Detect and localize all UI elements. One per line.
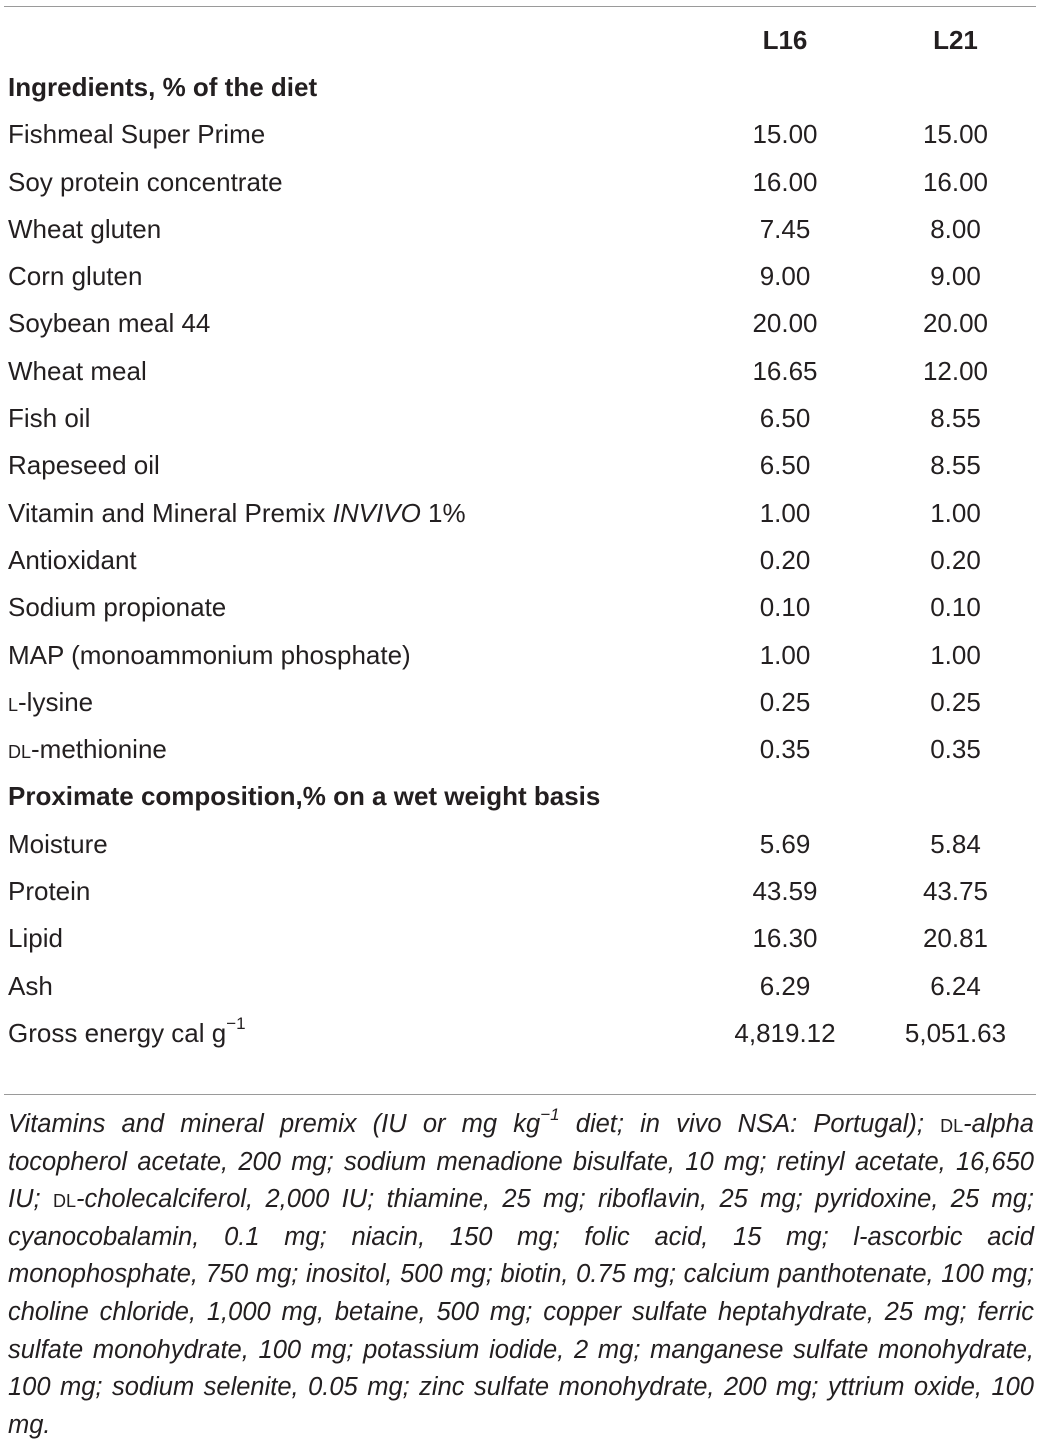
footnote-text: diet; in vivo NSA: Portugal); [559,1110,941,1138]
value-l21: 5,051.63 [904,1017,1007,1048]
section-row-proximate [0,773,1041,820]
row-label-prefix: dl [8,734,32,765]
footnote-text: -alpha tocopherol acetate, 200 mg; sodium menadione bisulfate, 10 mg; retinyl acetate, 16,650 IU; [8,1110,1034,1214]
row-label: Wheat meal [8,355,147,386]
value-l21: 20.00 [922,308,989,339]
table-row [0,111,1041,158]
section-title-ingredients: Ingredients, % of the diet [8,71,318,102]
value-l21: 20.81 [922,923,989,954]
value-l16: 6.50 [759,450,811,481]
value-l21: 6.24 [930,970,981,1001]
row-label [0,1009,700,1056]
row-label: Sodium propionate [8,592,227,623]
table-row [0,300,1041,347]
value-l16: 4,819.12 [734,1017,836,1048]
footnote-text: -cholecalciferol, 2,000 IU; thiamine, 25 mg; riboflavin, 25 mg; pyridoxine, 25 mg; cyanocobalamin, 0.1 mg; niacin, 150 mg; folic acid, 15 mg; l-ascorbic acid monophosphate, 750 mg; inositol, 500 mg; biotin, 0.75 mg; calcium panthotenate, 100 mg; choline chloride, 1,000 mg, betaine, 500 mg; copper sulfate heptahydrate, 25 mg; ferric sulfate monohydrate, 100 mg; potassium iodide, 2 mg; manganese sulfate monohydrate, 100 mg; sodium selenite, 0.05 mg; zinc sulfate monohydrate, 200 mg; yttrium oxide, 100 mg. [8,1185,1034,1439]
column-header-l21: L21 [933,24,978,55]
value-l16: 0.35 [759,734,811,765]
table-row [0,1009,1041,1056]
top-rule [4,6,1036,7]
row-label: Protein [8,875,91,906]
value-l16: 0.25 [759,686,811,717]
row-label: Soybean meal 44 [8,308,211,339]
row-label: MAP (monoammonium phosphate) [8,639,411,670]
value-l16: 0.10 [759,592,811,623]
table-row [0,962,1041,1009]
value-l21: 8.00 [930,213,981,244]
value-l16: 5.69 [759,828,811,859]
footnote-smallcaps: dl [52,1185,76,1214]
table-row [0,394,1041,441]
row-label-text: -methionine [31,734,167,765]
table-row [0,678,1041,725]
table-row [0,442,1041,489]
table-footnote [8,1106,1034,1444]
value-l21: 0.20 [930,544,981,575]
value-l16: 7.45 [759,213,811,244]
table-row [0,725,1041,772]
value-l16: 15.00 [752,119,818,150]
section-row-ingredients [0,63,1041,110]
value-l21: 5.84 [930,828,981,859]
table-row [0,584,1041,631]
value-l21: 8.55 [930,450,981,481]
value-l16: 43.59 [752,875,818,906]
value-l21: 0.10 [930,592,981,623]
value-l21: 0.35 [930,734,981,765]
column-header-l16: L16 [762,24,808,55]
row-label: Lipid [8,923,63,954]
value-l16: 6.50 [759,403,811,434]
table-row [0,205,1041,252]
table-row [0,489,1041,536]
value-l16: 1.00 [759,639,811,670]
row-label [0,725,700,772]
row-label-text: Vitamin and Mineral Premix [8,497,333,528]
value-l21: 9.00 [930,261,981,292]
value-l16: 16.65 [752,355,818,386]
value-l16: 20.00 [752,308,818,339]
value-l21: 16.00 [922,166,989,197]
table-row [0,347,1041,394]
table-row [0,252,1041,299]
diet-composition-table [0,16,1041,1057]
row-label-prefix: l [8,686,19,717]
table-row [0,867,1041,914]
value-l16: 16.30 [752,923,818,954]
row-label: Corn gluten [8,261,143,292]
footnote-superscript: −1 [540,1104,560,1124]
value-l16: 0.20 [759,544,811,575]
unit-superscript: −1 [226,1014,246,1034]
footnote-smallcaps: dl [940,1110,964,1138]
table-row [0,631,1041,678]
row-label-text: Gross energy cal g [8,1017,227,1048]
row-label: Rapeseed oil [8,450,160,481]
row-label-text: -lysine [18,686,94,717]
row-label: Soy protein concentrate [8,166,283,197]
table-header-row [0,16,1041,63]
table-row [0,536,1041,583]
table-row [0,158,1041,205]
row-label: Ash [8,970,53,1001]
row-label: Wheat gluten [8,213,162,244]
value-l21: 8.55 [930,403,981,434]
header-empty-cell [0,16,700,63]
row-label: Antioxidant [8,544,137,575]
value-l21: 1.00 [930,497,981,528]
row-label: Moisture [8,828,108,859]
section-title-proximate: Proximate composition,% on a wet weight basis [8,781,601,812]
row-label-suffix: 1% [420,497,466,528]
row-label: Fishmeal Super Prime [8,119,266,150]
footnote-text: Vitamins and mineral premix (IU or mg kg [8,1110,541,1138]
value-l21: 0.25 [930,686,981,717]
table-row [0,915,1041,962]
value-l16: 16.00 [752,166,818,197]
row-label [0,678,700,725]
row-label: Fish oil [8,403,91,434]
value-l21: 1.00 [930,639,981,670]
bottom-rule [4,1094,1036,1095]
value-l16: 9.00 [759,261,811,292]
table-row [0,820,1041,867]
row-label [0,489,700,536]
value-l21: 12.00 [922,355,989,386]
value-l21: 15.00 [922,119,989,150]
row-label-brand: INVIVO [332,497,421,528]
value-l21: 43.75 [922,875,989,906]
value-l16: 1.00 [759,497,811,528]
value-l16: 6.29 [759,970,811,1001]
